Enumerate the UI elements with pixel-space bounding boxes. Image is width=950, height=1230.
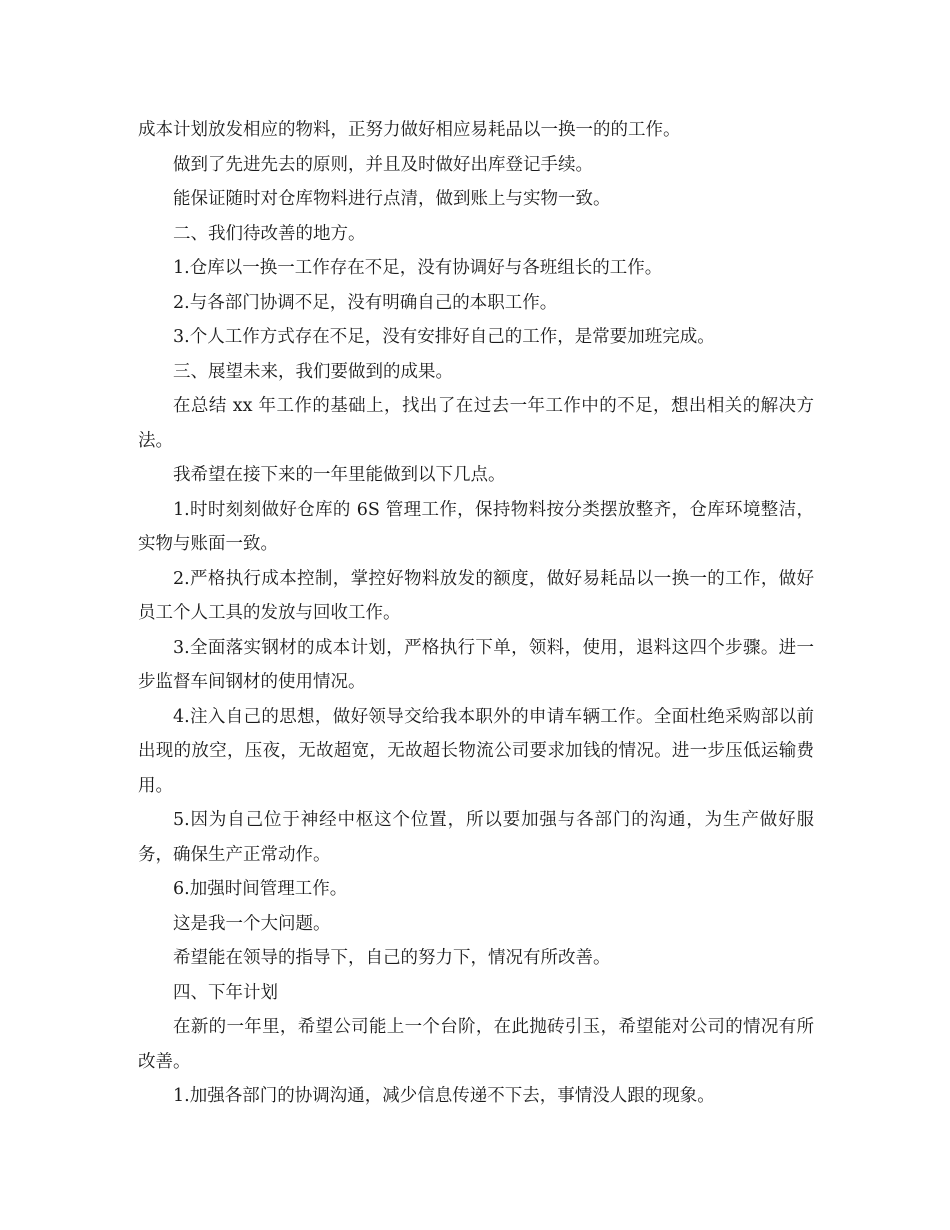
- document-body: [138, 113, 814, 1114]
- list-item: 1.加强各部门的协调沟通，减少信息传递不下去，事情没人跟的现象。: [173, 1086, 715, 1106]
- paragraph: 在新的一年里，希望公司能上一个台阶，在此抛砖引玉，希望能对公司的情况有所改善。: [138, 1017, 814, 1072]
- paragraph: 这是我一个大问题。: [173, 913, 331, 934]
- paragraph: 希望能在领导的指导下，自己的努力下，情况有所改善。: [173, 948, 611, 968]
- list-item: 3.全面落实钢材的成本计划，严格执行下单，领料，使用，退料这四个步骤。进一步监督车间钢材的使用情况。: [138, 637, 814, 692]
- list-item: 1.仓库以一换一工作存在不足，没有协调好与各班组长的工作。: [173, 258, 663, 278]
- list-item: 1.时时刻刻做好仓库的 6S 管理工作，保持物料按分类摆放整齐，仓库环境整洁，实物与账面一致。: [138, 499, 814, 554]
- paragraph: 能保证随时对仓库物料进行点清，做到账上与实物一致。: [173, 189, 611, 209]
- section-heading: 四、下年计划: [173, 982, 278, 1003]
- list-item: 3.个人工作方式存在不足，没有安排好自己的工作，是常要加班完成。: [173, 327, 715, 347]
- section-heading: 三、展望未来，我们要做到的成果。: [173, 361, 453, 382]
- list-item: 6.加强时间管理工作。: [173, 879, 348, 899]
- paragraph: 在总结 xx 年工作的基础上，找出了在过去一年工作中的不足，想出相关的解决方法。: [138, 396, 814, 451]
- section-heading: 二、我们待改善的地方。: [173, 223, 366, 244]
- paragraph: 我希望在接下来的一年里能做到以下几点。: [173, 465, 506, 485]
- list-item: 4.注入自己的思想，做好领导交给我本职外的申请车辆工作。全面杜绝采购部以前出现的放空，压夜，无故超宽，无故超长物流公司要求加钱的情况。进一步压低运输费用。: [138, 706, 814, 796]
- paragraph: 做到了先进先去的原则，并且及时做好出库登记手续。: [173, 154, 593, 175]
- paragraph: 成本计划放发相应的物料，正努力做好相应易耗品以一换一的的工作。: [138, 120, 681, 140]
- list-item: 2.严格执行成本控制，掌控好物料放发的额度，做好易耗品以一换一的工作，做好员工个人工具的发放与回收工作。: [138, 568, 814, 623]
- list-item: 5.因为自己位于神经中枢这个位置，所以要加强与各部门的沟通，为生产做好服务，确保生产正常动作。: [138, 810, 814, 865]
- list-item: 2.与各部门协调不足，没有明确自己的本职工作。: [173, 292, 558, 313]
